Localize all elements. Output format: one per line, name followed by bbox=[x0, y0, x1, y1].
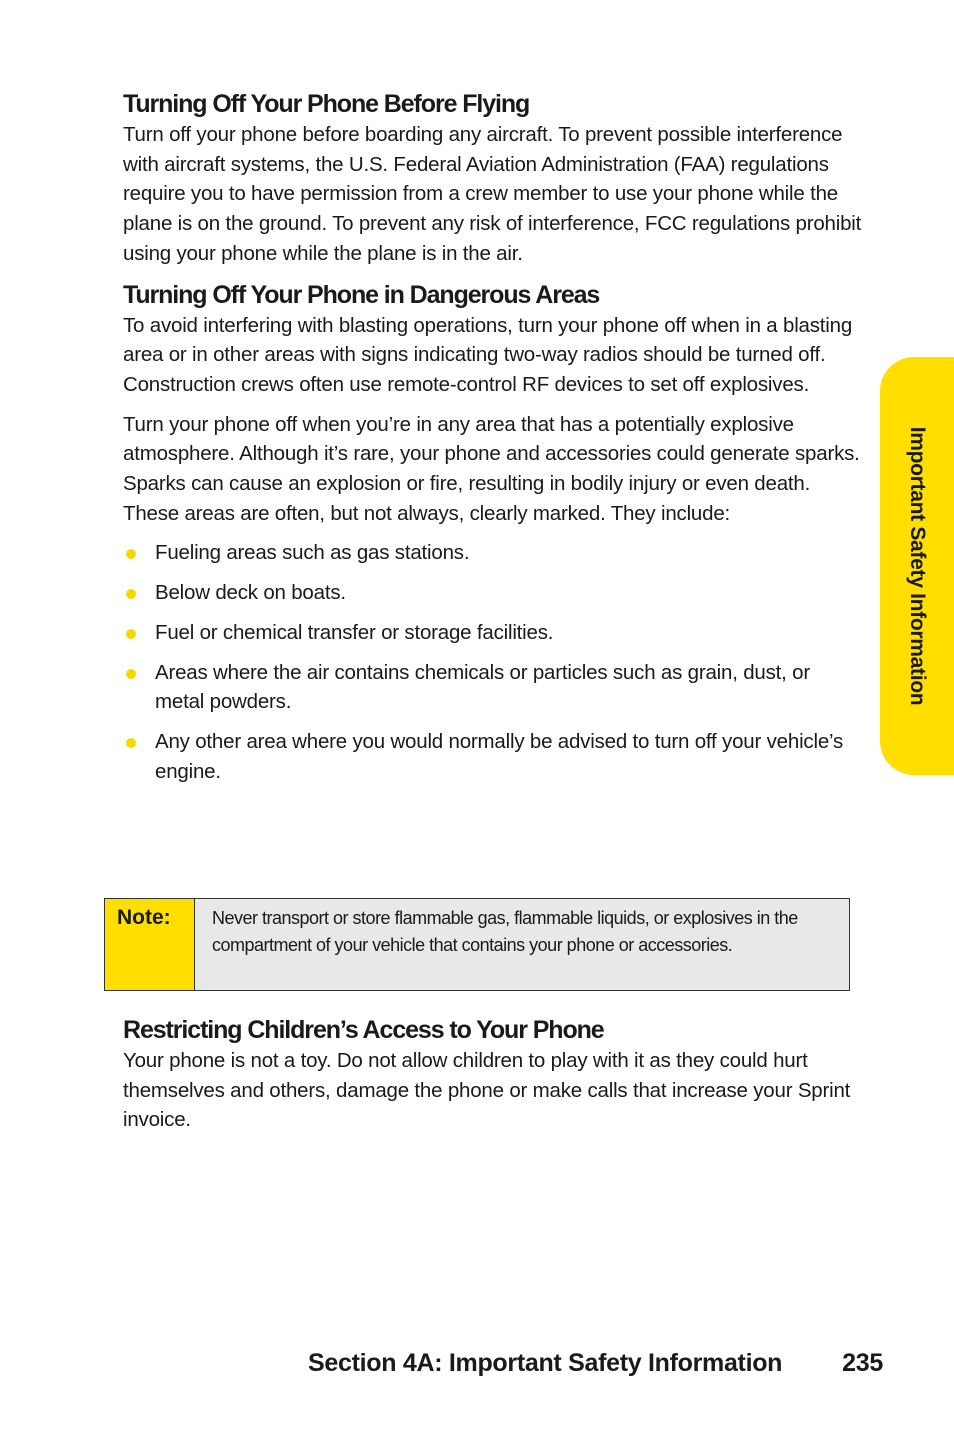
side-tab bbox=[880, 357, 954, 775]
page-footer bbox=[308, 1349, 883, 1378]
page-number: 235 bbox=[842, 1349, 883, 1377]
bullet-icon bbox=[126, 738, 136, 748]
bullet-icon bbox=[126, 549, 136, 559]
list-item: Areas where the air contains chemicals or particles such as grain, dust, or metal powders. bbox=[123, 658, 863, 717]
list-item: Below deck on boats. bbox=[123, 578, 863, 608]
children-section bbox=[123, 1014, 863, 1135]
bullet-icon bbox=[126, 669, 136, 679]
heading-children-access: Restricting Children’s Access to Your Phone bbox=[123, 1016, 604, 1044]
note-text: Never transport or store flammable gas, flammable liquids, or explosives in the compartment of your vehicle that contains your phone or accessories. bbox=[195, 899, 849, 990]
main-content bbox=[123, 88, 863, 786]
paragraph-explosive-atmosphere: Turn your phone off when you’re in any area that has a potentially explosive atmosphere. Although it’s rare, your phone and accessories could generate sparks. Sparks can cause an explosion or fire, resulting in bodily injury or even death. These areas are often, but not always, clearly marked. They include: bbox=[123, 412, 860, 525]
bullet-list bbox=[123, 538, 863, 786]
footer-section-title: Section 4A: Important Safety Information bbox=[308, 1349, 783, 1377]
note-box bbox=[104, 898, 850, 991]
list-item: Fueling areas such as gas stations. bbox=[123, 538, 863, 568]
paragraph-flying: Turn off your phone before boarding any aircraft. To prevent possible interference with aircraft systems, the U.S. Federal Aviation Administration (FAA) regulations require you to have permission from a crew member to use your phone while the plane is on the ground. To prevent any risk of interference, FCC regulations prohibit using your phone while the plane is in the air. bbox=[123, 123, 862, 265]
bullet-icon bbox=[126, 629, 136, 639]
list-item: Any other area where you would normally be advised to turn off your vehicle’s engine. bbox=[123, 727, 863, 786]
heading-dangerous-areas: Turning Off Your Phone in Dangerous Areas bbox=[123, 280, 600, 309]
list-item: Fuel or chemical transfer or storage facilities. bbox=[123, 618, 863, 648]
bullet-icon bbox=[126, 589, 136, 599]
paragraph-children: Your phone is not a toy. Do not allow children to play with it as they could hurt themselves and others, damage the phone or make calls that increase your Sprint invoice. bbox=[123, 1049, 851, 1132]
side-tab-label: Important Safety Information bbox=[906, 426, 929, 706]
paragraph-blasting: To avoid interfering with blasting operations, turn your phone off when in a blasting area or in other areas with signs indicating two-way radios should be turned off. Construction crews often use remote-control RF devices to set off explosives. bbox=[123, 313, 853, 396]
note-label: Note: bbox=[105, 899, 195, 990]
heading-flying: Turning Off Your Phone Before Flying bbox=[123, 90, 530, 118]
